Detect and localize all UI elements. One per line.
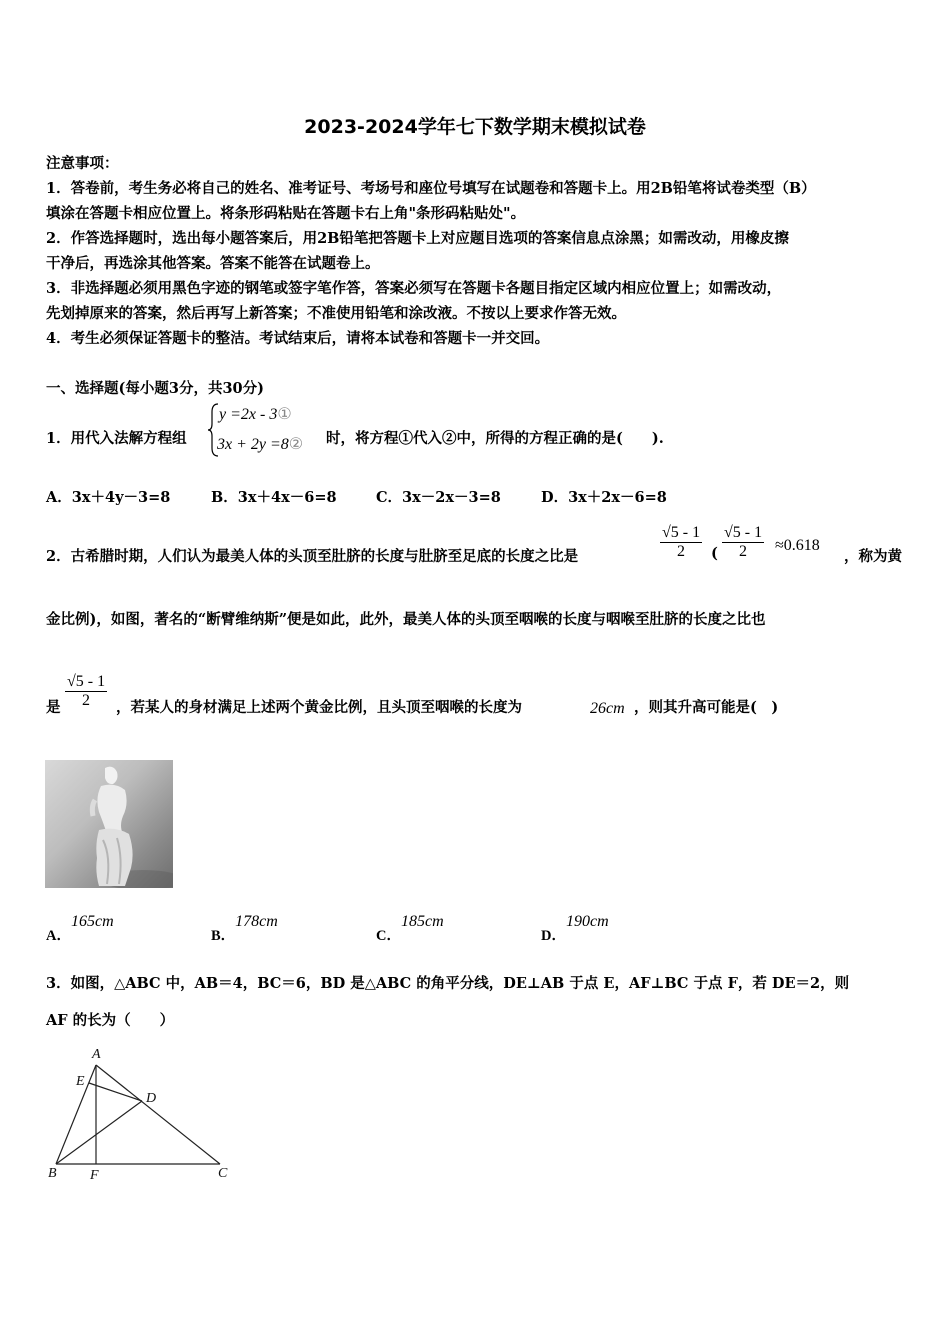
segment-ac	[96, 1065, 220, 1164]
option-label: A．	[46, 928, 71, 944]
q2-line2: 金比例)，如图，著名的“断臂维纳斯”便是如此，此外，最美人体的头顶至咽喉的长度与咽喉至肚脐的长度之比也	[46, 611, 766, 628]
q2-line3-prefix: 是	[46, 699, 61, 716]
option-text: 165cm	[70, 913, 114, 930]
option-text: 3x＋4x－6=8	[237, 489, 337, 506]
option-text: 190cm	[565, 913, 609, 930]
option-label: D．	[541, 928, 566, 944]
q1-eq2-mark: ②	[288, 436, 304, 453]
label-d: D	[146, 1091, 157, 1106]
fraction-numerator: √5 - 1	[67, 673, 106, 690]
q1-equation-2	[217, 434, 303, 454]
q3-line1: 3．如图，△ABC 中，AB＝4，BC＝6，BD 是△ABC 的角平分线，DE⊥AB 于点 E，AF⊥BC 于点 F，若 DE＝2，则	[46, 975, 850, 992]
q1-eq1: y =2x - 3	[219, 406, 278, 423]
q2-option-c[interactable]	[376, 910, 444, 944]
q2-line1-prefix: 2．古希腊时期，人们认为最美人体的头顶至肚脐的长度与肚脐至足底的长度之比是	[46, 548, 579, 565]
notice-line-4: 干净后，再选涂其他答案。答案不能答在试题卷上。	[46, 255, 380, 272]
q2-line3-suffix: ，则其升高可能是( )	[634, 699, 779, 716]
fraction-numerator: √5 - 1	[724, 524, 763, 541]
q1-option-b[interactable]	[211, 486, 337, 507]
label-b: B	[48, 1166, 57, 1181]
venus-statue-image	[45, 760, 173, 888]
q2-golden-fraction-2	[722, 524, 764, 561]
q1-prefix: 1．用代入法解方程组	[46, 430, 187, 447]
option-text: 3x＋4y－3=8	[71, 489, 171, 506]
q1-option-d[interactable]	[541, 486, 667, 507]
fraction-numerator: √5 - 1	[662, 524, 701, 541]
label-f: F	[90, 1168, 99, 1183]
option-text: 185cm	[400, 913, 444, 930]
option-label: D．	[541, 489, 569, 506]
notice-line-2: 填涂在答题卡相应位置上。将条形码粘贴在答题卡右上角"条形码粘贴处"。	[46, 205, 526, 222]
q1-option-c[interactable]	[376, 486, 501, 507]
q2-approx-value: ≈0.618	[775, 537, 820, 554]
option-text: 3x－2x－3=8	[402, 489, 501, 506]
page-title: 2023-2024学年七下数学期末模拟试卷	[304, 116, 646, 138]
q1-option-a[interactable]	[46, 486, 170, 507]
q1-suffix: 时，将方程①代入②中，所得的方程正确的是( ).	[326, 430, 664, 447]
q2-length: 26cm	[590, 700, 625, 717]
q2-line3-mid: ，若某人的身材满足上述两个黄金比例，且头顶至咽喉的长度为	[116, 699, 522, 716]
q2-golden-fraction-3	[65, 673, 107, 710]
q1-eq2: 3x + 2y =8	[217, 436, 289, 453]
option-label: B．	[211, 489, 238, 506]
fraction-denominator: 2	[739, 543, 748, 560]
option-label: C．	[376, 928, 401, 944]
q2-line1-suffix: ，称为黄	[844, 548, 902, 565]
q1-eq1-mark: ①	[277, 406, 292, 423]
q2-paren-open: (	[711, 545, 718, 562]
notice-line-5: 3．非选择题必须用黑色字迹的钢笔或签字笔作答，答案必须写在答题卡各题目指定区域内相应位置上；如需改动，	[46, 280, 782, 297]
q2-option-b[interactable]	[211, 910, 278, 944]
label-e: E	[76, 1074, 85, 1089]
label-a: A	[92, 1047, 101, 1062]
fraction-denominator: 2	[82, 692, 91, 709]
q3-line2: AF 的长为（ ）	[46, 1012, 175, 1029]
q2-option-d[interactable]	[541, 910, 609, 944]
notice-line-7: 4．考生必须保证答题卡的整洁。考试结束后，请将本试卷和答题卡一并交回。	[46, 330, 550, 347]
option-label: B．	[211, 928, 236, 944]
label-c: C	[218, 1166, 228, 1181]
fraction-denominator: 2	[677, 543, 686, 560]
q1-equation-1	[219, 404, 292, 424]
notice-heading: 注意事项：	[46, 155, 119, 172]
q2-option-a[interactable]	[46, 910, 114, 944]
q2-golden-fraction-1	[660, 524, 702, 561]
option-label: C．	[376, 489, 403, 506]
option-text: 178cm	[235, 913, 278, 930]
option-label: A．	[46, 489, 72, 506]
section-heading: 一、选择题(每小题3分，共30分)	[46, 380, 264, 397]
triangle-figure	[40, 1040, 240, 1185]
segment-de	[89, 1083, 142, 1101]
notice-line-3: 2．作答选择题时，选出每小题答案后，用2B铅笔把答题卡上对应题目选项的答案信息点涂黑；如需改动，用橡皮擦	[46, 230, 789, 247]
option-text: 3x＋2x－6=8	[568, 489, 667, 506]
notice-line-1: 1．答卷前，考生务必将自己的姓名、准考证号、考场号和座位号填写在试题卷和答题卡上。用2B铅笔将试卷类型（B）	[46, 180, 816, 197]
notice-line-6: 先划掉原来的答案，然后再写上新答案；不准使用铅笔和涂改液。不按以上要求作答无效。	[46, 305, 626, 322]
